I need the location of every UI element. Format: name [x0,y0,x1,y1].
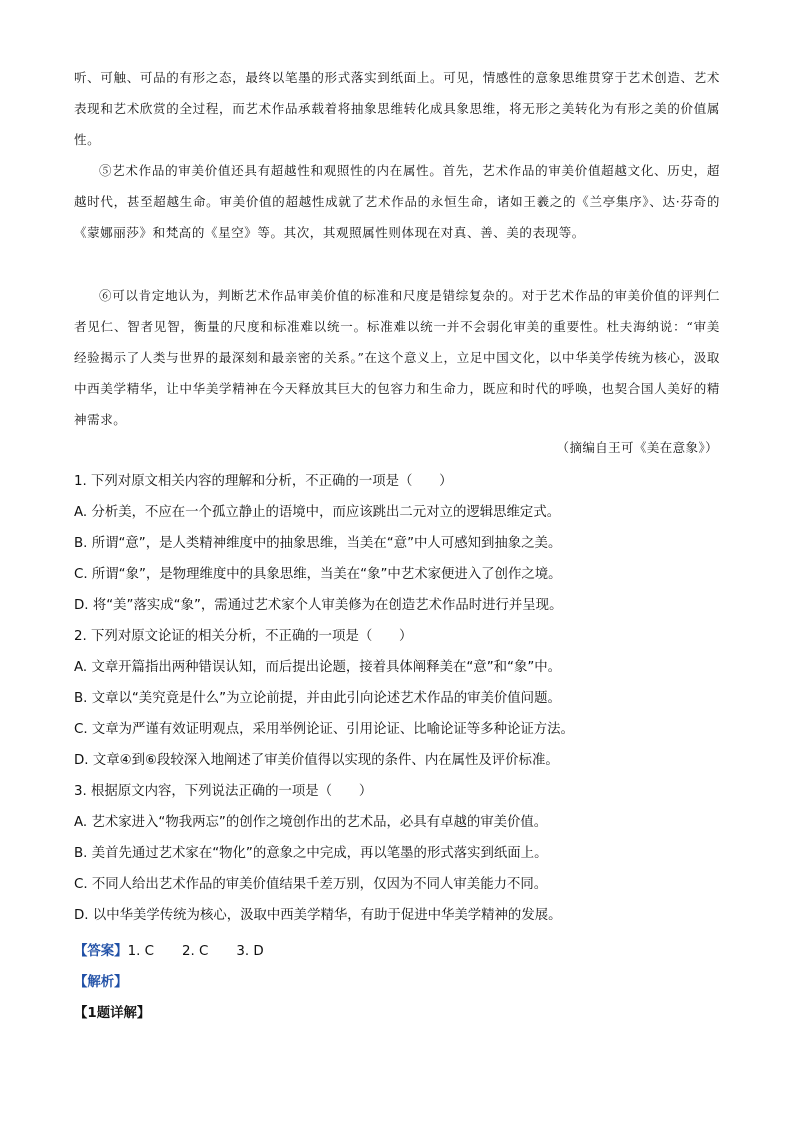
question-1-stem: 1. 下列对原文相关内容的理解和分析，不正确的一项是（ ） [74,474,453,489]
question-2-option-b: B. 文章以“美究竟是什么”为立论前提，并由此引向论述艺术作品的审美价值问题。 [74,691,561,706]
analysis-label: 【解析】 [74,975,128,990]
question-1-option-a: A. 分析美，不应在一个孤立静止的语境中，而应该跳出二元对立的逻辑思维定式。 [74,505,561,520]
passage-paragraph-6: ⑥可以肯定地认为，判断艺术作品审美价值的标准和尺度是错综复杂的。对于艺术作品的审美价值的评判仁者见仁、智者见智，衡量的尺度和标准难以统一。标准难以统一并不会弱化审美的重要性。杜夫海纳说：“审美经验揭示了人类与世界的最深刻和最亲密的关系。”在这个意义上，立足中国文化，以中华美学传统为核心，汲取中西美学精华，让中华美学精神在今天释放其巨大的包容力和生命力，既应和时代的呼唤，也契合国人美好的精神需求。 [74,288,720,427]
answer-item-3: 3. D [236,944,264,959]
question-1-option-c: C. 所谓“象”，是物理维度中的具象思维，当美在“象”中艺术家便进入了创作之境。 [74,567,562,582]
question-3-option-b: B. 美首先通过艺术家在“物化”的意象之中完成，再以笔墨的形式落实到纸面上。 [74,846,548,861]
question-2-option-c: C. 文章为严谨有效证明观点，采用举例论证、引用论证、比喻论证等多种论证方法。 [74,722,574,737]
question-2-option-d: D. 文章④到⑥段较深入地阐述了审美价值得以实现的条件、内在属性及评价标准。 [74,753,559,768]
question-1-option-b: B. 所谓“意”，是人类精神维度中的抽象思维，当美在“意”中人可感知到抽象之美。 [74,536,562,551]
question-2-stem: 2. 下列对原文论证的相关分析，不正确的一项是（ ） [74,629,413,644]
question-3-option-a: A. 艺术家进入“物我两忘”的创作之境创作出的艺术品，必具有卓越的审美价值。 [74,815,548,830]
passage-source: （摘编自王可《美在意象》） [556,440,718,455]
question-1-option-d: D. 将“美”落实成“象”，需通过艺术家个人审美修为在创造艺术作品时进行并呈现。 [74,598,563,613]
answer-row [74,940,264,959]
answer-item-1: 1. C [127,944,154,959]
question-3-stem: 3. 根据原文内容，下列说法正确的一项是（ ） [74,784,373,799]
question-3-option-d: D. 以中华美学传统为核心，汲取中西美学精华，有助于促进中华美学精神的发展。 [74,908,562,923]
passage-paragraph-5: ⑤艺术作品的审美价值还具有超越性和观照性的内在属性。首先，艺术作品的审美价值超越文化、历史，超越时代，甚至超越生命。审美价值的超越性成就了艺术作品的永恒生命，诸如王羲之的《兰亭集序》、达·芬奇的《蒙娜丽莎》和梵高的《星空》等。其次，其观照属性则体现在对真、善、美的表现等。 [74,163,720,240]
answer-item-2: 2. C [181,944,209,959]
answer-label: 【答案】 [74,944,128,959]
question-2-option-a: A. 文章开篇指出两种错误认知，而后提出论题，接着具体阐释美在“意”和“象”中。 [74,660,562,675]
question-3-option-c: C. 不同人给出艺术作品的审美价值结果千差万别，仅因为不同人审美能力不同。 [74,877,548,892]
passage-paragraph-continued: 听、可触、可品的有形之态，最终以笔墨的形式落实到纸面上。可见，情感性的意象思维贯穿于艺术创造、艺术表现和艺术欣赏的全过程，而艺术作品承载着将抽象思维转化成具象思维，将无形之美转化为有形之美的价值属性。 [74,70,720,147]
question-1-detail-label: 【1题详解】 [74,1006,151,1021]
